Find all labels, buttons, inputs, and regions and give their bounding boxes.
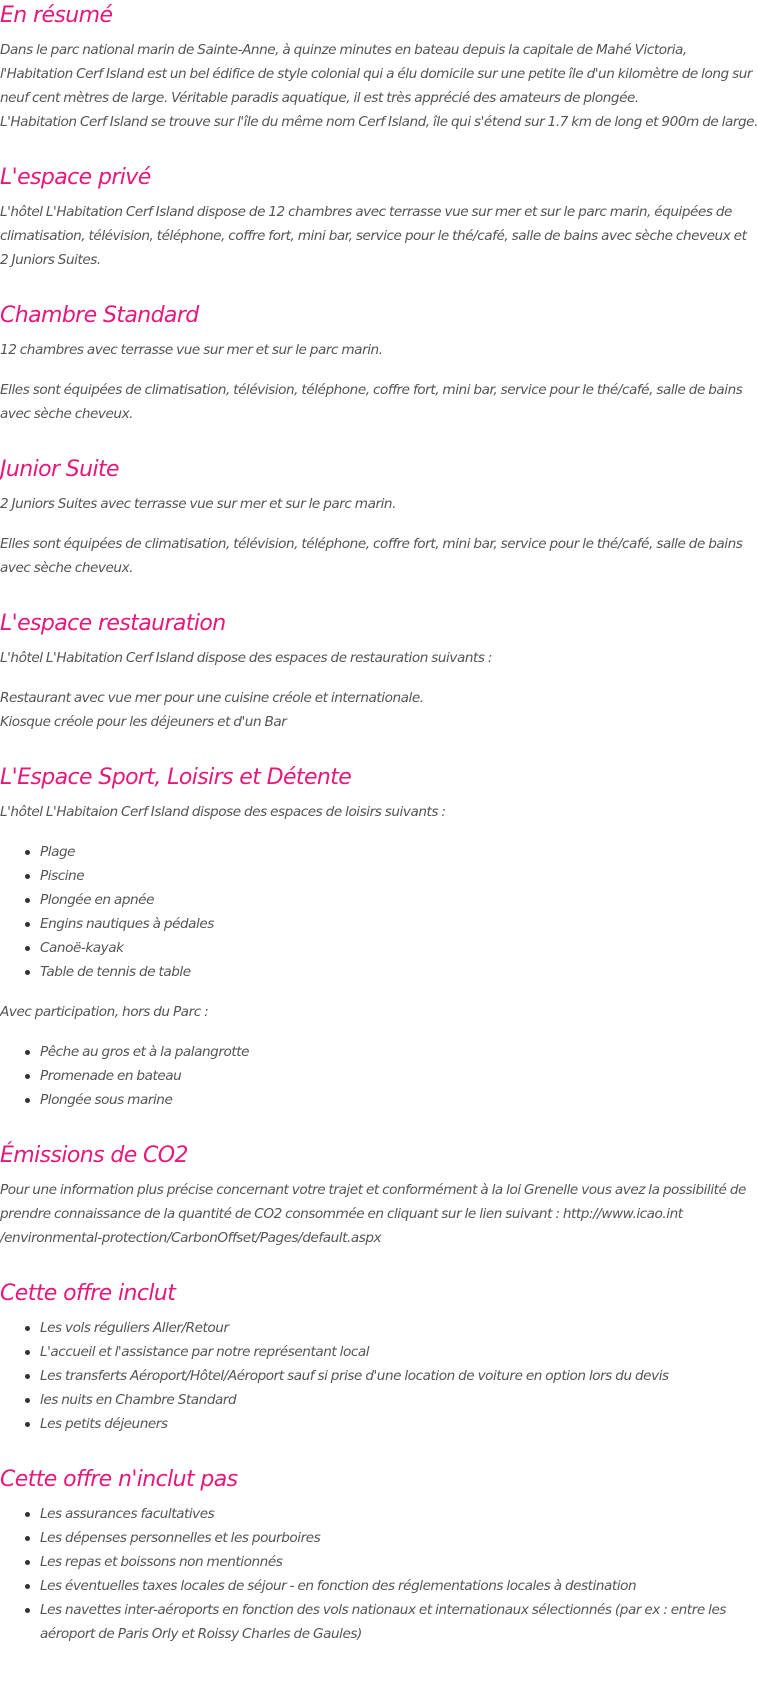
section-title: Cette offre inclut xyxy=(0,1281,176,1306)
section-offre-inclut xyxy=(0,1280,758,1436)
list-item: Les dépenses personnelles et les pourboires xyxy=(40,1526,758,1550)
junior-suite-equipment: Elles sont équipées de climatisation, télévision, téléphone, coffre fort, mini bar, service pour le thé/café, salle de bains avec sèche cheveux. xyxy=(0,536,743,576)
restauration-intro: L'hôtel L'Habitation Cerf Island dispose des espaces de restauration suivants : xyxy=(0,650,493,666)
ninclut-list xyxy=(0,1502,758,1646)
list-item: Les petits déjeuners xyxy=(40,1412,758,1436)
list-item: Promenade en bateau xyxy=(40,1064,758,1088)
espace-prive-text: L'hôtel L'Habitation Cerf Island dispose de 12 chambres avec terrasse vue sur mer et sur le parc marin, équipées de climatisation, télévision, téléphone, coffre fort, mini bar, service pour le thé/café, salle de bains avec sèche cheveux et 2 Juniors Suites. xyxy=(0,204,747,268)
list-item: Les éventuelles taxes locales de séjour - en fonction des réglementations locales à destination xyxy=(40,1574,758,1598)
section-resume xyxy=(0,0,758,134)
section-sport-loisirs xyxy=(0,764,758,1112)
restauration-list xyxy=(0,686,758,734)
section-title: En résumé xyxy=(0,3,113,28)
section-restauration xyxy=(0,610,758,734)
chambre-standard-summary: 12 chambres avec terrasse vue sur mer et sur le parc marin. xyxy=(0,342,383,358)
section-co2 xyxy=(0,1142,758,1250)
section-chambre-standard xyxy=(0,302,758,426)
list-item: Piscine xyxy=(40,864,758,888)
resume-line: L'Habitation Cerf Island se trouve sur l'île du même nom Cerf Island, île qui s'étend sur 1.7 km de long et 900m de large. xyxy=(0,114,758,130)
resume-line: Dans le parc national marin de Sainte-Anne, à quinze minutes en bateau depuis la capitale de Mahé Victoria, l'Habitation Cerf Island est un bel édifice de style colonial qui a élu domicile sur une petite île d'un kilomètre de long sur neuf cent mètres de large. Véritable paradis aquatique, il est très apprécié des amateurs de plongée. xyxy=(0,42,753,106)
section-title: L'espace privé xyxy=(0,165,151,190)
section-title: L'Espace Sport, Loisirs et Détente xyxy=(0,765,352,790)
list-item: Pêche au gros et à la palangrotte xyxy=(40,1040,758,1064)
inclut-list xyxy=(0,1316,758,1436)
section-espace-prive xyxy=(0,164,758,272)
section-offre-ninclut xyxy=(0,1466,758,1646)
section-junior-suite xyxy=(0,456,758,580)
list-item: Plongée en apnée xyxy=(40,888,758,912)
resume-text xyxy=(0,38,758,134)
sport-paid-list xyxy=(0,1040,758,1112)
section-title: L'espace restauration xyxy=(0,611,226,636)
list-item: Table de tennis de table xyxy=(40,960,758,984)
list-item: Engins nautiques à pédales xyxy=(40,912,758,936)
restauration-line: Restaurant avec vue mer pour une cuisine créole et internationale. xyxy=(0,690,424,706)
section-title: Junior Suite xyxy=(0,457,119,482)
section-title: Émissions de CO2 xyxy=(0,1143,188,1168)
section-title: Chambre Standard xyxy=(0,303,199,328)
list-item: Les transferts Aéroport/Hôtel/Aéroport sauf si prise d'une location de voiture en option lors du devis xyxy=(40,1364,758,1388)
list-item: Les assurances facultatives xyxy=(40,1502,758,1526)
list-item: Plage xyxy=(40,840,758,864)
list-item: les nuits en Chambre Standard xyxy=(40,1388,758,1412)
list-item: Plongée sous marine xyxy=(40,1088,758,1112)
chambre-standard-equipment: Elles sont équipées de climatisation, télévision, téléphone, coffre fort, mini bar, service pour le thé/café, salle de bains avec sèche cheveux. xyxy=(0,382,743,422)
sport-paid-intro: Avec participation, hors du Parc : xyxy=(0,1004,209,1020)
junior-suite-summary: 2 Juniors Suites avec terrasse vue sur mer et sur le parc marin. xyxy=(0,496,396,512)
list-item: L'accueil et l'assistance par notre représentant local xyxy=(40,1340,758,1364)
section-title: Cette offre n'inclut pas xyxy=(0,1467,238,1492)
restauration-line: Kiosque créole pour les déjeuners et d'un Bar xyxy=(0,714,287,730)
sport-intro: L'hôtel L'Habitaion Cerf Island dispose des espaces de loisirs suivants : xyxy=(0,804,446,820)
list-item: Canoë-kayak xyxy=(40,936,758,960)
list-item: Les navettes inter-aéroports en fonction des vols nationaux et internationaux sélectionnés (par ex : entre les aéroport de Paris Orly et Roissy Charles de Gaules) xyxy=(40,1598,758,1646)
co2-text: Pour une information plus précise concernant votre trajet et conformément à la loi Grenelle vous avez la possibilité de prendre connaissance de la quantité de CO2 consommée en cliquant sur le lien suivant : http://www.icao.int /environmental-protection/CarbonOffset/Pages/default.aspx xyxy=(0,1182,746,1246)
sport-list xyxy=(0,840,758,984)
list-item: Les repas et boissons non mentionnés xyxy=(40,1550,758,1574)
list-item: Les vols réguliers Aller/Retour xyxy=(40,1316,758,1340)
